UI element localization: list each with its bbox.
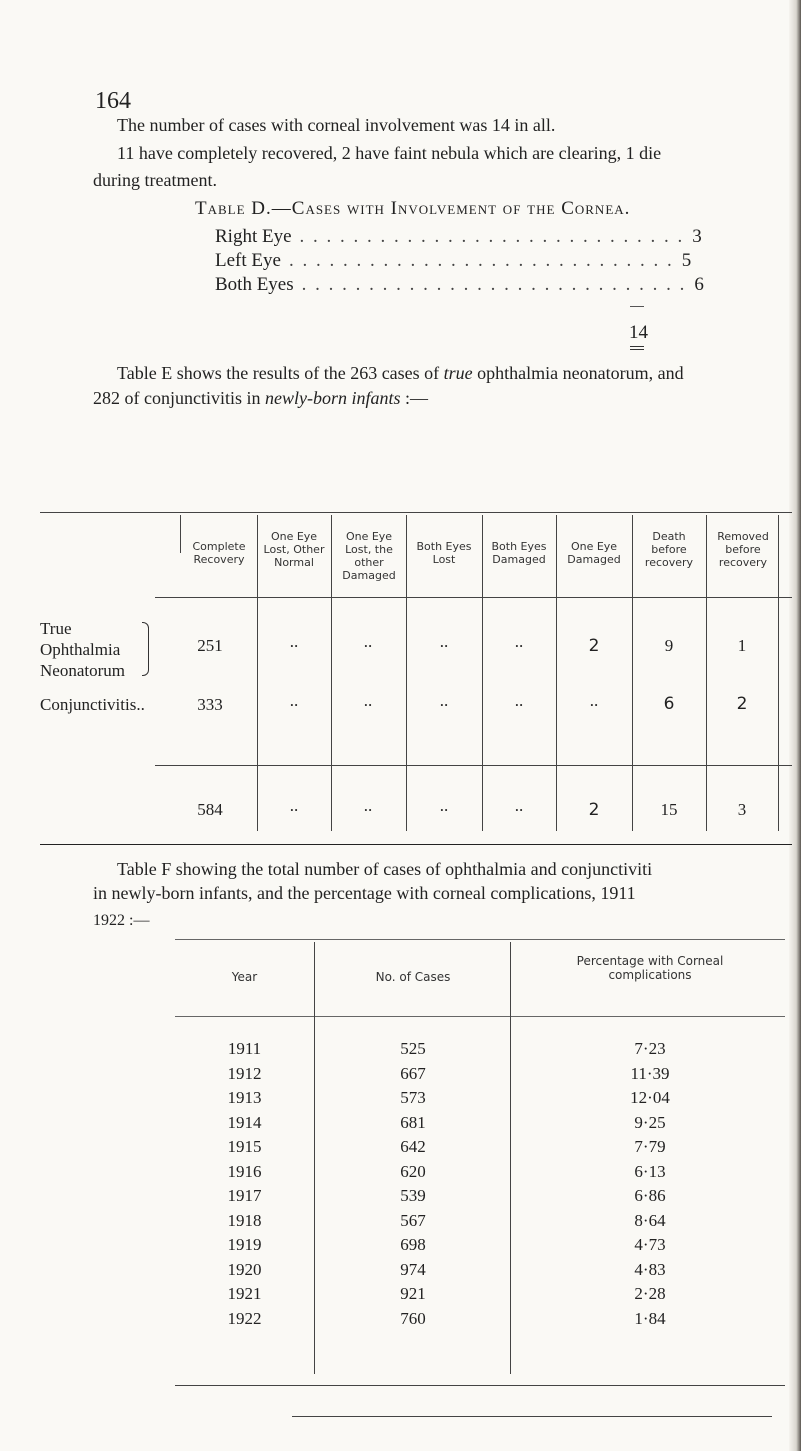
- year-cell: 1918: [227, 1210, 262, 1230]
- brace-icon: [142, 622, 149, 676]
- table-cell: ..: [589, 691, 599, 710]
- paragraph-table-f-intro-line3: 1922 :—: [93, 912, 150, 929]
- table-cell: ..: [439, 796, 449, 815]
- table-rule: [155, 597, 792, 598]
- table-d-total: 14: [629, 322, 648, 343]
- column-header-one-eye-lost-other-normal: One Eye Lost, Other Normal: [263, 530, 325, 569]
- table-d-value: 3: [692, 226, 702, 247]
- table-rule: [175, 1016, 785, 1017]
- cases-cell: 525: [400, 1039, 426, 1058]
- percentage-cell: 4·73: [634, 1235, 666, 1254]
- percentage-cell: 11·39: [630, 1063, 670, 1083]
- cases-cell: 974: [400, 1259, 426, 1279]
- column-header-both-eyes-damaged: Both Eyes Damaged: [491, 540, 547, 566]
- table-d-value: 5: [681, 250, 692, 271]
- table-cell: 2: [736, 694, 748, 714]
- year-cell: 1917: [227, 1186, 262, 1205]
- page-number: 164: [95, 88, 131, 114]
- table-cell: 251: [197, 636, 223, 655]
- table-d-row: [215, 274, 704, 296]
- table-rule: [180, 515, 181, 553]
- percentage-cell: 12·04: [630, 1088, 670, 1107]
- year-cell: 1921: [227, 1284, 262, 1303]
- percentage-cell: 1·84: [634, 1308, 666, 1328]
- column-header-one-eye-lost-other-damaged: One Eye Lost, the other Damaged: [342, 530, 396, 582]
- table-cell: 2: [588, 800, 600, 820]
- year-cell: 1911: [227, 1039, 262, 1058]
- column-header-removed-before-recovery: Removed before recovery: [717, 530, 769, 569]
- percentage-cell: 8·64: [634, 1210, 666, 1230]
- percentage-cell: 2·28: [634, 1284, 666, 1303]
- paragraph-table-e-intro-line1: Table E shows the results of the 263 cases of true ophthalmia neonatorum, and: [117, 363, 684, 383]
- table-cell: ..: [289, 632, 299, 651]
- year-cell: 1919: [227, 1235, 262, 1254]
- leader-dots: . . . . . . . . . . . . . . . . . . . . . . . . . . . . .: [301, 274, 687, 295]
- paragraph-table-f-intro-line1: Table F showing the total number of cases of ophthalmia and conjunctiviti: [117, 859, 653, 879]
- column-header-percentage: Percentage with Corneal complications: [576, 954, 724, 982]
- table-cell: ..: [289, 691, 299, 710]
- table-cell: ..: [363, 796, 373, 815]
- row-label-conjunctivitis: Conjunctivitis..: [40, 695, 145, 714]
- cases-cell: 921: [400, 1284, 426, 1303]
- table-d-label: Left Eye: [215, 250, 281, 271]
- table-rule: [257, 515, 258, 831]
- table-rule: [482, 515, 483, 831]
- page-edge-shadow: [789, 0, 801, 1451]
- percentage-cell: 7·79: [634, 1137, 666, 1156]
- paragraph-table-e-intro-line2: 282 of conjunctivitis in newly-born infants :—: [93, 388, 428, 408]
- column-header-one-eye-damaged: One Eye Damaged: [567, 540, 621, 566]
- table-d-label: Right Eye: [215, 226, 292, 247]
- table-cell: 584: [197, 800, 223, 819]
- year-cell: 1920: [227, 1259, 262, 1279]
- table-d-row: [215, 226, 702, 248]
- year-cell: 1916: [227, 1161, 262, 1181]
- column-header-year: Year: [231, 970, 258, 984]
- table-rule: [155, 765, 792, 766]
- percentage-cell: 6·86: [634, 1186, 666, 1205]
- cases-cell: 539: [400, 1186, 426, 1205]
- table-cell: ..: [514, 632, 524, 651]
- table-d-title: Table D.—Cases with Involvement of the Cornea.: [195, 198, 631, 219]
- table-rule: [292, 1416, 772, 1417]
- percentage-cell: 7·23: [634, 1039, 666, 1058]
- row-label-true-ophthalmia: True Ophthalmia Neonatorum: [40, 619, 125, 680]
- table-rule: [331, 515, 332, 831]
- percentage-cell: 9·25: [634, 1112, 666, 1132]
- column-header-death-before-recovery: Death before recovery: [644, 530, 694, 569]
- table-cell: ..: [289, 796, 299, 815]
- table-rule: [706, 515, 707, 831]
- paragraph-recovery-line2: during treatment.: [93, 170, 217, 190]
- table-cell: 333: [197, 695, 223, 714]
- table-cell: 2: [588, 636, 600, 656]
- table-cell: 1: [737, 636, 747, 655]
- table-cell: ..: [363, 691, 373, 710]
- cases-cell: 620: [400, 1161, 426, 1181]
- table-rule: [406, 515, 407, 831]
- table-rule: [556, 515, 557, 831]
- percentage-cell: 6·13: [634, 1161, 666, 1181]
- column-header-no-of-cases: No. of Cases: [375, 970, 451, 984]
- year-cell: 1915: [227, 1137, 262, 1156]
- table-rule: [314, 942, 315, 1374]
- table-d-total-rule: [630, 306, 644, 307]
- paragraph-recovery-line1: 11 have completely recovered, 2 have faint nebula which are clearing, 1 die: [117, 143, 662, 163]
- table-cell: ..: [514, 796, 524, 815]
- paragraph-table-f-intro-line2: in newly-born infants, and the percentage with corneal complications, 1911: [93, 883, 636, 903]
- table-rule: [40, 844, 792, 845]
- percentage-cell: 4·83: [634, 1259, 666, 1279]
- leader-dots: . . . . . . . . . . . . . . . . . . . . . . . . . . . . .: [288, 250, 674, 271]
- table-rule: [510, 942, 511, 1374]
- year-cell: 1913: [227, 1088, 262, 1107]
- year-cell: 1914: [227, 1112, 262, 1132]
- table-cell: ..: [514, 691, 524, 710]
- table-cell: ..: [439, 632, 449, 651]
- table-d-row: [215, 250, 692, 272]
- table-cell: 6: [663, 694, 675, 714]
- year-cell: 1922: [227, 1308, 262, 1328]
- cases-cell: 573: [400, 1088, 426, 1107]
- table-rule: [40, 512, 792, 513]
- table-cell: ..: [439, 691, 449, 710]
- table-d-value: 6: [694, 274, 704, 295]
- table-cell: 9: [664, 636, 674, 655]
- cases-cell: 567: [400, 1210, 426, 1230]
- table-cell: 15: [660, 800, 678, 819]
- column-header-both-eyes-lost: Both Eyes Lost: [416, 540, 472, 566]
- year-cell: 1912: [227, 1063, 262, 1083]
- cases-cell: 667: [400, 1063, 426, 1083]
- table-d-label: Both Eyes: [215, 274, 294, 295]
- table-cell: 3: [737, 800, 747, 819]
- paragraph-corneal-count: The number of cases with corneal involvement was 14 in all.: [117, 115, 556, 135]
- table-d-total-double-rule: [630, 349, 644, 350]
- cases-cell: 642: [400, 1137, 426, 1156]
- table-rule: [632, 515, 633, 831]
- table-rule: [175, 1385, 785, 1386]
- table-rule: [175, 939, 785, 940]
- leader-dots: . . . . . . . . . . . . . . . . . . . . . . . . . . . . .: [299, 226, 685, 247]
- table-d-total-double-rule: [630, 346, 644, 347]
- cases-cell: 698: [400, 1235, 426, 1254]
- cases-cell: 681: [400, 1112, 426, 1132]
- table-cell: ..: [363, 632, 373, 651]
- table-rule: [778, 515, 779, 831]
- cases-cell: 760: [400, 1308, 426, 1328]
- column-header-complete-recovery: Complete Recovery: [192, 540, 246, 566]
